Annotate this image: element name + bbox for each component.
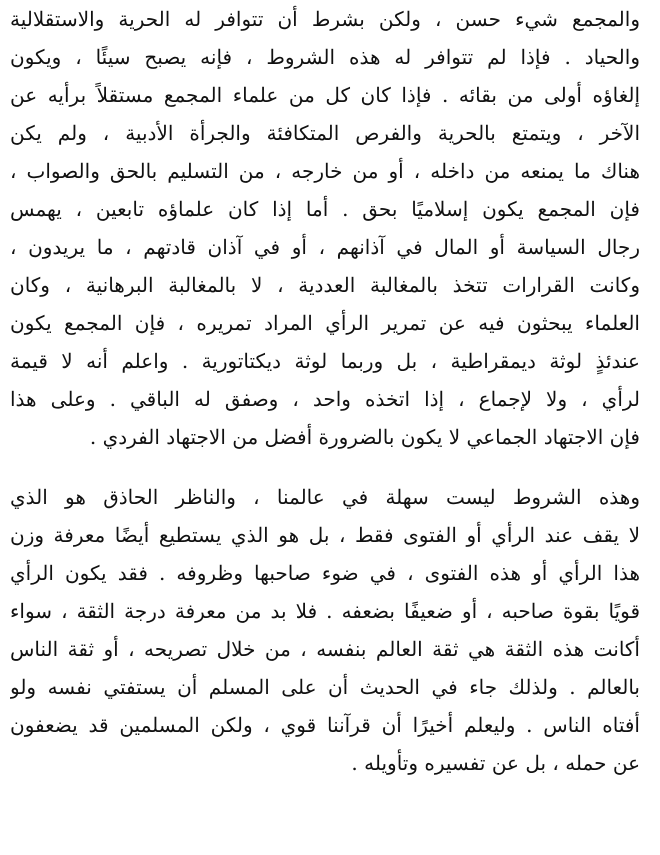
text-line: عن حمله ، بل عن تفسيره وتأويله . — [351, 751, 640, 775]
text-line: هناك ما يمنعه من داخله ، أو من خارجه ، من التسليم بالحق والصواب ، — [10, 159, 640, 183]
text-line: فإن الاجتهاد الجماعي لا يكون بالضرورة أفضل من الاجتهاد الفردي . — [89, 425, 640, 449]
text-line: بالعالم . ولذلك جاء في الحديث أن على المسلم أن يستفتي نفسه ولو — [10, 675, 640, 699]
text-line: وكانت القرارات تتخذ بالمغالبة العددية ، لا بالمغالبة البرهانية ، وكان — [10, 273, 640, 297]
text-line: أفتاه الناس . وليعلم أخيرًا أن قرآننا قوي ، ولكن المسلمين قد يضعفون — [10, 713, 640, 737]
text-line: لا يقف عند الرأي أو الفتوى فقط ، بل هو الذي يستطيع أيضًا معرفة وزن — [10, 523, 640, 547]
text-line: الآخر ، ويتمتع بالحرية والفرص المتكافئة والجرأة الأدبية ، ولم يكن — [10, 121, 640, 145]
text-line: إلغاؤه أولى من بقائه . فإذا كان كل من علماء المجمع مستقلاً برأيه عن — [10, 83, 640, 107]
paragraph-1 — [10, 0, 640, 456]
text-line: رجال السياسة أو المال في آذانهم ، أو في آذان قادتهم ، ما يريدون ، — [10, 235, 640, 259]
text-line: فإن المجمع يكون إسلاميًا بحق . أما إذا كان علماؤه تابعين ، يهمس — [10, 197, 640, 221]
text-line: والحياد . فإذا لم تتوافر له هذه الشروط ، فإنه يصبح سيئًا ، ويكون — [10, 45, 640, 69]
text-line: أكانت هذه الثقة هي ثقة العالم بنفسه ، من خلال تصريحه ، أو ثقة الناس — [10, 637, 640, 661]
text-line: وهذه الشروط ليست سهلة في عالمنا ، والناظر الحاذق هو الذي — [10, 485, 640, 509]
text-line: قويًا بقوة صاحبه ، أو ضعيفًا بضعفه . فلا بد من معرفة درجة الثقة ، سواء — [10, 599, 640, 623]
paragraph-2 — [10, 478, 640, 782]
text-line: العلماء يبحثون فيه عن تمرير الرأي المراد تمريره ، فإن المجمع يكون — [10, 311, 640, 335]
text-line: هذا الرأي أو هذه الفتوى ، في ضوء صاحبها وظروفه . فقد يكون الرأي — [10, 561, 640, 585]
text-line: والمجمع شيء حسن ، ولكن بشرط أن تتوافر له الحرية والاستقلالية — [10, 7, 640, 31]
text-line: لرأي ، ولا لإجماع ، إذا اتخذه واحد ، وصفق له الباقي . وعلى هذا — [10, 387, 640, 411]
text-line: عندئذٍ لوثة ديمقراطية ، بل وربما لوثة ديكتاتورية . واعلم أنه لا قيمة — [10, 349, 640, 373]
